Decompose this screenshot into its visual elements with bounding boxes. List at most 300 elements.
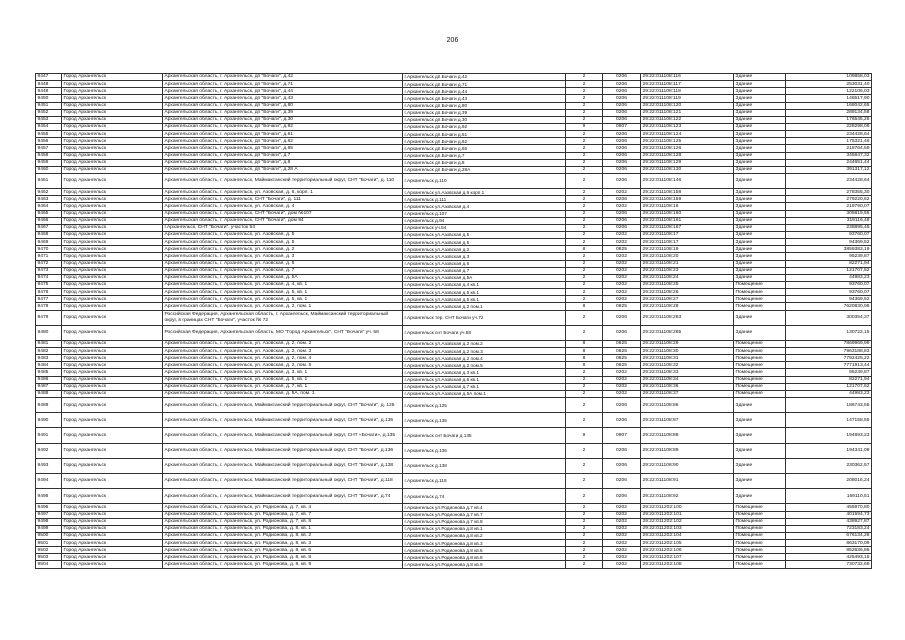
cadastral-value-cell: 208016,24 — [786, 473, 872, 488]
short-address-cell: г.Архангельск ул.Азовская д.5А — [403, 274, 566, 281]
cadastral-value-cell: 234428,64 — [786, 131, 872, 138]
municipality-cell: Город Архангельск — [62, 428, 163, 443]
cadastral-value-cell: 94369,52 — [786, 239, 872, 246]
table-row — [36, 289, 872, 296]
cadastral-number-cell: 29:22:011108:146 — [641, 173, 734, 188]
object-address-cell: Архангельская область, г. Архангельск, дп "Бочаги", д.28 А — [163, 166, 403, 173]
cadastral-value-cell: 109858,03 — [786, 74, 872, 81]
cadastral-number-cell: 29:22:011108:29 — [641, 340, 734, 347]
object-address-cell: Архангельская область, г. Архангельск, ул. Азовская, д. 4 — [163, 203, 403, 210]
municipality-cell: Город Архангельск — [62, 123, 163, 130]
object-address-cell: Архангельская область, г. Архангельск, Маймаксанский территориальный округ, СНТ "Бочаги", д.135 — [163, 413, 403, 428]
object-type-cell: Здание — [734, 123, 786, 130]
subgroup-code-cell: 0202 — [603, 253, 641, 260]
subgroup-code-cell: 0825 — [603, 348, 641, 355]
subgroup-code-cell: 0206 — [603, 88, 641, 95]
object-address-cell: Архангельская область, г. Архангельск, ул. Родионова, д. 7, кв. 8 — [163, 518, 403, 525]
table-row — [36, 540, 872, 547]
table-row — [36, 325, 872, 340]
row-number-cell: 9470 — [36, 246, 62, 253]
object-type-cell: Помещение — [734, 289, 786, 296]
group-code-cell: 2 — [566, 504, 603, 511]
cadastral-value-cell: 95239,87 — [786, 253, 872, 260]
municipality-cell: Город Архангельск — [62, 173, 163, 188]
table-row — [36, 267, 872, 274]
subgroup-code-cell: 0206 — [603, 325, 641, 340]
group-code-cell: 8 — [566, 348, 603, 355]
cadastral-number-cell: 29:22:011202:105 — [641, 540, 734, 547]
cadastral-number-cell: 29:22:011108:17 — [641, 239, 734, 246]
subgroup-code-cell: 0206 — [603, 443, 641, 458]
table-row — [36, 525, 872, 532]
short-address-cell: г.Архангельск ул.Родионова д.7 кв.7 — [403, 511, 566, 518]
object-address-cell: Архангельская область, г. Архангельск, дп "Бочаги", д.8 — [163, 159, 403, 166]
cadastral-value-cell: 7963188,83 — [786, 348, 872, 355]
row-number-cell: 9481 — [36, 340, 62, 347]
cadastral-number-cell: 29:22:011202:101 — [641, 511, 734, 518]
group-code-cell: 2 — [566, 189, 603, 196]
cadastral-value-cell: 44983,23 — [786, 390, 872, 397]
object-type-cell: Здание — [734, 145, 786, 152]
group-code-cell: 2 — [566, 217, 603, 224]
short-address-cell: г.Архангельск ул.Азовская д.3 — [403, 253, 566, 260]
subgroup-code-cell: 0206 — [603, 473, 641, 488]
municipality-cell: Город Архангельск — [62, 362, 163, 369]
cadastral-number-cell: 29:22:011108:89 — [641, 443, 734, 458]
object-address-cell: Архангельская область, г. Архангельск, ул. Родионова, д. 7, кв. 4 — [163, 504, 403, 511]
short-address-cell: г.Архангельск дп.Бочаги д.8 — [403, 159, 566, 166]
short-address-cell: г.Архангельск дп.Бочаги д.71 — [403, 81, 566, 88]
group-code-cell: 2 — [566, 518, 603, 525]
subgroup-code-cell: 0202 — [603, 281, 641, 288]
cadastral-number-cell: 29:22:011108:126 — [641, 145, 734, 152]
short-address-cell: г.Архангельск снт Бочаги д.135 — [403, 428, 566, 443]
cadastral-value-cell: 7792425,22 — [786, 355, 872, 362]
cadastral-value-cell: 121707,52 — [786, 267, 872, 274]
short-address-cell: г.Архангельск ул.Азовская д.2 пом.4 — [403, 355, 566, 362]
group-code-cell: 2 — [566, 145, 603, 152]
subgroup-code-cell: 0825 — [603, 303, 641, 310]
cadastral-value-cell: 82271,94 — [786, 376, 872, 383]
object-address-cell: Архангельская область, г. Архангельск, ул. Азовская, д. 3 — [163, 253, 403, 260]
row-number-cell: 9464 — [36, 203, 62, 210]
cadastral-number-cell: 29:22:011108:117 — [641, 81, 734, 88]
municipality-cell: Город Архангельск — [62, 246, 163, 253]
subgroup-code-cell: 0206 — [603, 102, 641, 109]
cadastral-value-cell: 146517,90 — [786, 95, 872, 102]
object-type-cell: Помещение — [734, 547, 786, 554]
object-address-cell: Архангельская область, г. Архангельск, ул. Азовская, д. 4, кв. 1 — [163, 281, 403, 288]
municipality-cell: Город Архангельск — [62, 88, 163, 95]
object-address-cell: Архангельская область, г. Архангельск, ул. Азовская, д. 2, пом. 2 — [163, 340, 403, 347]
short-address-cell: г.Архангельск дп.Бочаги д.28А — [403, 166, 566, 173]
cadastral-number-cell: 29:22:011108:32 — [641, 362, 734, 369]
municipality-cell: Город Архангельск — [62, 224, 163, 231]
group-code-cell: 2 — [566, 561, 603, 568]
object-type-cell: Здание — [734, 159, 786, 166]
municipality-cell: Город Архангельск — [62, 383, 163, 390]
cadastral-number-cell: 29:22:011108:160 — [641, 210, 734, 217]
table-row — [36, 348, 872, 355]
subgroup-code-cell: 0202 — [603, 203, 641, 210]
short-address-cell: г.Архангельск дп.Бочаги д.43 — [403, 95, 566, 102]
row-number-cell: 9477 — [36, 296, 62, 303]
table-row — [36, 303, 872, 310]
object-address-cell: Архангельская область, г. Архангельск, ул. Родионова, д. 8, кв. 2 — [163, 532, 403, 539]
object-address-cell: Архангельская область, г. Архангельск, дп "Бочаги", д.42 — [163, 74, 403, 81]
group-code-cell: 2 — [566, 547, 603, 554]
cadastral-value-cell: 194893,23 — [786, 428, 872, 443]
cadastral-number-cell: 29:22:011202:108 — [641, 561, 734, 568]
municipality-cell: Город Архангельск — [62, 473, 163, 488]
short-address-cell: г.Архангельск дп.Бочаги д.80 — [403, 102, 566, 109]
group-code-cell: 2 — [566, 116, 603, 123]
object-type-cell: Здание — [734, 224, 786, 231]
short-address-cell: г.Архангельск уч.54 — [403, 224, 566, 231]
table-row — [36, 532, 872, 539]
municipality-cell: Город Архангельск — [62, 355, 163, 362]
table-row — [36, 102, 872, 109]
short-address-cell: г.Архангельск ул.Родионова д.8 кв.1 — [403, 525, 566, 532]
short-address-cell: г.Архангельск ул.Азовская д.6 кв.1 — [403, 376, 566, 383]
cadastral-value-cell: 93760,07 — [786, 281, 872, 288]
object-type-cell: Помещение — [734, 383, 786, 390]
table-body — [36, 74, 872, 569]
cadastral-number-cell: 29:22:011202:104 — [641, 532, 734, 539]
table-row — [36, 109, 872, 116]
municipality-cell: Город Архангельск — [62, 267, 163, 274]
table-row — [36, 518, 872, 525]
row-number-cell: 9483 — [36, 355, 62, 362]
subgroup-code-cell: 0202 — [603, 532, 641, 539]
object-address-cell: Архангельская область, г. Архангельск, ул. Азовская, д. 5А — [163, 274, 403, 281]
object-type-cell: Помещение — [734, 518, 786, 525]
object-address-cell: Архангельская область, г. Архангельск, СНТ "Бочаги", дом №107 — [163, 210, 403, 217]
table-row — [36, 383, 872, 390]
object-type-cell: Здание — [734, 489, 786, 504]
row-number-cell: 9451 — [36, 102, 62, 109]
object-type-cell: Здание — [734, 203, 786, 210]
object-type-cell: Здание — [734, 217, 786, 224]
cadastral-value-cell: 305819,55 — [786, 210, 872, 217]
group-code-cell: 2 — [566, 260, 603, 267]
group-code-cell: 2 — [566, 203, 603, 210]
table-row — [36, 489, 872, 504]
row-number-cell: 9479 — [36, 310, 62, 325]
short-address-cell: г.Архангельск д.107 — [403, 210, 566, 217]
object-address-cell: г.Архангельск, СНТ "Бочаги", участок 54 — [163, 224, 403, 231]
row-number-cell: 9488 — [36, 390, 62, 397]
table-row — [36, 296, 872, 303]
object-address-cell: Архангельская область, г. Архангельск, ул. Родионова, д. 8, кв. 9 — [163, 561, 403, 568]
object-address-cell: Архангельская область, г. Архангельск, ул. Азовская, д. 5 — [163, 239, 403, 246]
group-code-cell: 2 — [566, 525, 603, 532]
table-row — [36, 428, 872, 443]
cadastral-value-cell: 863170,09 — [786, 540, 872, 547]
short-address-cell: г.Архангельск дп.Бочаги д.7 — [403, 152, 566, 159]
short-address-cell: г.Архангельск дп.Бочаги д.42 — [403, 74, 566, 81]
cadastral-number-cell: 29:22:011108:20 — [641, 253, 734, 260]
short-address-cell: г.Архангельск дп.Бочаги д.92 — [403, 123, 566, 130]
cadastral-value-cell: 194341,08 — [786, 443, 872, 458]
object-address-cell: Архангельская область, г. Архангельск, ул. Азовская, д. 6, корп. 1 — [163, 189, 403, 196]
object-type-cell: Здание — [734, 131, 786, 138]
object-address-cell: Архангельская область, г. Архангельск, ул. Родионова, д. 8, кв. 3 — [163, 540, 403, 547]
row-number-cell: 9485 — [36, 369, 62, 376]
subgroup-code-cell: 0202 — [603, 547, 641, 554]
municipality-cell: Город Архангельск — [62, 145, 163, 152]
subgroup-code-cell: 0206 — [603, 159, 641, 166]
subgroup-code-cell: 0825 — [603, 355, 641, 362]
subgroup-code-cell: 0907 — [603, 428, 641, 443]
table-row — [36, 138, 872, 145]
short-address-cell: г.Архангельск ул.Азовская д.2 пом.5 — [403, 362, 566, 369]
object-address-cell: Архангельская область, г. Архангельск, дп "Бочаги", д.44 — [163, 88, 403, 95]
object-address-cell: Архангельская область, г. Архангельск, дп "Бочаги", д.61 — [163, 131, 403, 138]
table-row — [36, 217, 872, 224]
group-code-cell: 8 — [566, 355, 603, 362]
short-address-cell: г.Архангельск д.136 — [403, 443, 566, 458]
cadastral-value-cell: 425493,15 — [786, 554, 872, 561]
cadastral-value-cell: 852636,85 — [786, 547, 872, 554]
table-row — [36, 173, 872, 188]
cadastral-value-cell: 186743,55 — [786, 398, 872, 413]
subgroup-code-cell: 0206 — [603, 95, 641, 102]
group-code-cell: 2 — [566, 152, 603, 159]
group-code-cell: 2 — [566, 267, 603, 274]
municipality-cell: Город Архангельск — [62, 74, 163, 81]
row-number-cell: 9454 — [36, 123, 62, 130]
municipality-cell: Город Архангельск — [62, 547, 163, 554]
object-address-cell: Архангельская область, г. Архангельск, Маймаксанский территориальный округ, СНТ "Бочаги", д.138 — [163, 458, 403, 473]
group-code-cell: 2 — [566, 102, 603, 109]
row-number-cell: 9456 — [36, 138, 62, 145]
table-row — [36, 74, 872, 81]
table-row — [36, 362, 872, 369]
table-row — [36, 88, 872, 95]
row-number-cell: 9467 — [36, 224, 62, 231]
table-row — [36, 253, 872, 260]
row-number-cell: 9449 — [36, 88, 62, 95]
object-address-cell: Архангельская область, г. Архангельск, ул. Азовская, д. 7, кв. 1 — [163, 383, 403, 390]
object-type-cell: Помещение — [734, 532, 786, 539]
table-row — [36, 561, 872, 568]
subgroup-code-cell: 0206 — [603, 173, 641, 188]
row-number-cell: 9501 — [36, 540, 62, 547]
short-address-cell: г.Архангельск ул.Азовская д.4 кв.1 — [403, 281, 566, 288]
cadastral-value-cell: 300354,37 — [786, 310, 872, 325]
cadastral-value-cell: 345847,32 — [786, 152, 872, 159]
subgroup-code-cell: 0206 — [603, 413, 641, 428]
cadastral-number-cell: 29:22:011202:107 — [641, 554, 734, 561]
row-number-cell: 9499 — [36, 525, 62, 532]
cadastral-value-cell: 455970,80 — [786, 504, 872, 511]
group-code-cell: 8 — [566, 303, 603, 310]
short-address-cell: г.Архангельск дп.Бочаги д.44 — [403, 88, 566, 95]
cadastral-value-cell: 121707,52 — [786, 383, 872, 390]
table-row — [36, 189, 872, 196]
cadastral-number-cell: 29:22:011108:26 — [641, 289, 734, 296]
object-address-cell: Архангельская область, г. Архангельск, ул. Азовская, д. 2, пом. 4 — [163, 355, 403, 362]
cadastral-value-cell: 391317,12 — [786, 166, 872, 173]
short-address-cell: г.Архангельск ул.Азовская д.2 пом.3 — [403, 348, 566, 355]
group-code-cell: 2 — [566, 369, 603, 376]
subgroup-code-cell: 0202 — [603, 390, 641, 397]
cadastral-value-cell: 244651,44 — [786, 159, 872, 166]
cadastral-number-cell: 29:22:011202:100 — [641, 504, 734, 511]
municipality-cell: Город Архангельск — [62, 281, 163, 288]
municipality-cell: Город Архангельск — [62, 518, 163, 525]
table-row — [36, 355, 872, 362]
cadastral-number-cell: 29:22:011108:119 — [641, 95, 734, 102]
group-code-cell: 8 — [566, 340, 603, 347]
municipality-cell: Город Архангельск — [62, 189, 163, 196]
object-type-cell: Помещение — [734, 355, 786, 362]
cadastral-value-cell: 228298,06 — [786, 123, 872, 130]
cadastral-number-cell: 29:22:011202:106 — [641, 547, 734, 554]
subgroup-code-cell: 0206 — [603, 224, 641, 231]
group-code-cell: 2 — [566, 239, 603, 246]
group-code-cell: 2 — [566, 376, 603, 383]
object-type-cell: Помещение — [734, 340, 786, 347]
subgroup-code-cell: 0202 — [603, 518, 641, 525]
group-code-cell: 2 — [566, 95, 603, 102]
municipality-cell: Город Архангельск — [62, 511, 163, 518]
group-code-cell: 2 — [566, 458, 603, 473]
row-number-cell: 9489 — [36, 398, 62, 413]
object-address-cell: Архангельская область, г. Архангельск, дп "Бочаги", д.92 — [163, 123, 403, 130]
object-type-cell: Помещение — [734, 362, 786, 369]
short-address-cell: г.Архангельск дп.Бочаги д.30 — [403, 116, 566, 123]
cadastral-number-cell: 29:22:011108:92 — [641, 489, 734, 504]
table-row — [36, 390, 872, 397]
cadastral-number-cell: 29:22:011108:130 — [641, 166, 734, 173]
row-number-cell: 9474 — [36, 274, 62, 281]
short-address-cell: г.Архангельск ул.Азовская д.6 корп.1 — [403, 189, 566, 196]
row-number-cell: 9475 — [36, 281, 62, 288]
municipality-cell: Город Архангельск — [62, 340, 163, 347]
short-address-cell: г.Архангельск ул.Азовская д.5 кв.1 — [403, 296, 566, 303]
subgroup-code-cell: 0206 — [603, 116, 641, 123]
row-number-cell: 9493 — [36, 458, 62, 473]
short-address-cell: г.Архангельск ул.Родионова д.8 кв.6 — [403, 547, 566, 554]
row-number-cell: 9500 — [36, 532, 62, 539]
object-type-cell: Здание — [734, 102, 786, 109]
cadastral-number-cell: 29:22:011108:36 — [641, 383, 734, 390]
object-type-cell: Помещение — [734, 281, 786, 288]
cadastral-value-cell: 95239,87 — [786, 369, 872, 376]
group-code-cell: 2 — [566, 489, 603, 504]
group-code-cell: 2 — [566, 473, 603, 488]
group-code-cell: 8 — [566, 246, 603, 253]
municipality-cell: Город Архангельск — [62, 203, 163, 210]
group-code-cell: 2 — [566, 81, 603, 88]
municipality-cell: Город Архангельск — [62, 239, 163, 246]
subgroup-code-cell: 0202 — [603, 239, 641, 246]
table-row — [36, 246, 872, 253]
subgroup-code-cell: 0202 — [603, 267, 641, 274]
object-type-cell: Здание — [734, 310, 786, 325]
short-address-cell: г.Архангельск ул.Азовская д.7 кв.1 — [403, 383, 566, 390]
subgroup-code-cell: 0206 — [603, 152, 641, 159]
cadastral-number-cell: 29:22:011108:283 — [641, 310, 734, 325]
object-type-cell: Здание — [734, 95, 786, 102]
row-number-cell: 9465 — [36, 210, 62, 217]
municipality-cell: Город Архангельск — [62, 102, 163, 109]
cadastral-number-cell: 29:22:011108:34 — [641, 376, 734, 383]
table-row — [36, 239, 872, 246]
subgroup-code-cell: 0202 — [603, 511, 641, 518]
object-address-cell: Архангельская область, г. Архангельск, ул. Азовская, д. 5, кв. 1 — [163, 289, 403, 296]
cadastral-number-cell: 29:22:011108:167 — [641, 224, 734, 231]
subgroup-code-cell: 0206 — [603, 489, 641, 504]
row-number-cell: 9473 — [36, 267, 62, 274]
object-address-cell: Архангельская область, г. Архангельск, ул. Азовская, д. 2, пом. 1 — [163, 303, 403, 310]
table-row — [36, 210, 872, 217]
municipality-cell: Город Архангельск — [62, 166, 163, 173]
table-row — [36, 145, 872, 152]
group-code-cell: 2 — [566, 383, 603, 390]
subgroup-code-cell: 0206 — [603, 196, 641, 203]
cadastral-number-cell: 29:22:011108:124 — [641, 131, 734, 138]
group-code-cell: 2 — [566, 281, 603, 288]
table-row — [36, 473, 872, 488]
table-row — [36, 511, 872, 518]
municipality-cell: Город Архангельск — [62, 260, 163, 267]
short-address-cell: г.Архангельск ул.Родионова д.8 кв.3 — [403, 540, 566, 547]
short-address-cell: г.Архангельск снт Бочаги уч.58 — [403, 325, 566, 340]
row-number-cell: 9484 — [36, 362, 62, 369]
short-address-cell: г.Архангельск ул.Азовская д.2 пом.1 — [403, 303, 566, 310]
cadastral-value-cell: 278355,30 — [786, 189, 872, 196]
municipality-cell: Город Архангельск — [62, 398, 163, 413]
row-number-cell: 9480 — [36, 325, 62, 340]
subgroup-code-cell: 0206 — [603, 458, 641, 473]
municipality-cell: Город Архангельск — [62, 138, 163, 145]
cadastral-value-cell: 94369,52 — [786, 296, 872, 303]
row-number-cell: 9502 — [36, 547, 62, 554]
cadastral-number-cell: 29:22:011108:121 — [641, 109, 734, 116]
short-address-cell: г.Архангельск ул.Родионова д.7 кв.8 — [403, 518, 566, 525]
subgroup-code-cell: 0206 — [603, 310, 641, 325]
municipality-cell: Город Архангельск — [62, 152, 163, 159]
cadastral-number-cell: 29:22:011108:23 — [641, 267, 734, 274]
short-address-cell: г.Архангельск тер. СНТ Бочаги уч.72 — [403, 310, 566, 325]
table-row — [36, 413, 872, 428]
municipality-cell: Город Архангельск — [62, 274, 163, 281]
municipality-cell: Город Архангельск — [62, 390, 163, 397]
cadastral-value-cell: 219790,07 — [786, 203, 872, 210]
object-address-cell: Архангельская область, г. Архангельск, ул. Азовская, д. 6, кв. 1 — [163, 376, 403, 383]
object-type-cell: Здание — [734, 196, 786, 203]
table-row — [36, 260, 872, 267]
municipality-cell: Город Архангельск — [62, 540, 163, 547]
object-type-cell: Здание — [734, 473, 786, 488]
table-row — [36, 224, 872, 231]
table-row — [36, 504, 872, 511]
page-number: 206 — [446, 37, 459, 44]
object-address-cell: Архангельская область, г. Архангельск, дп "Бочаги", д.39 — [163, 109, 403, 116]
cadastral-value-cell: 7869969,99 — [786, 340, 872, 347]
row-number-cell: 9466 — [36, 217, 62, 224]
municipality-cell: Город Архангельск — [62, 525, 163, 532]
short-address-cell: г.Архангельск ул.Азовская д.5 — [403, 232, 566, 239]
short-address-cell: г.Архангельск дп.Бочаги д.62 — [403, 138, 566, 145]
group-code-cell: 2 — [566, 398, 603, 413]
row-number-cell: 9472 — [36, 260, 62, 267]
cadastral-value-cell: 93760,07 — [786, 232, 872, 239]
table-row — [36, 340, 872, 347]
